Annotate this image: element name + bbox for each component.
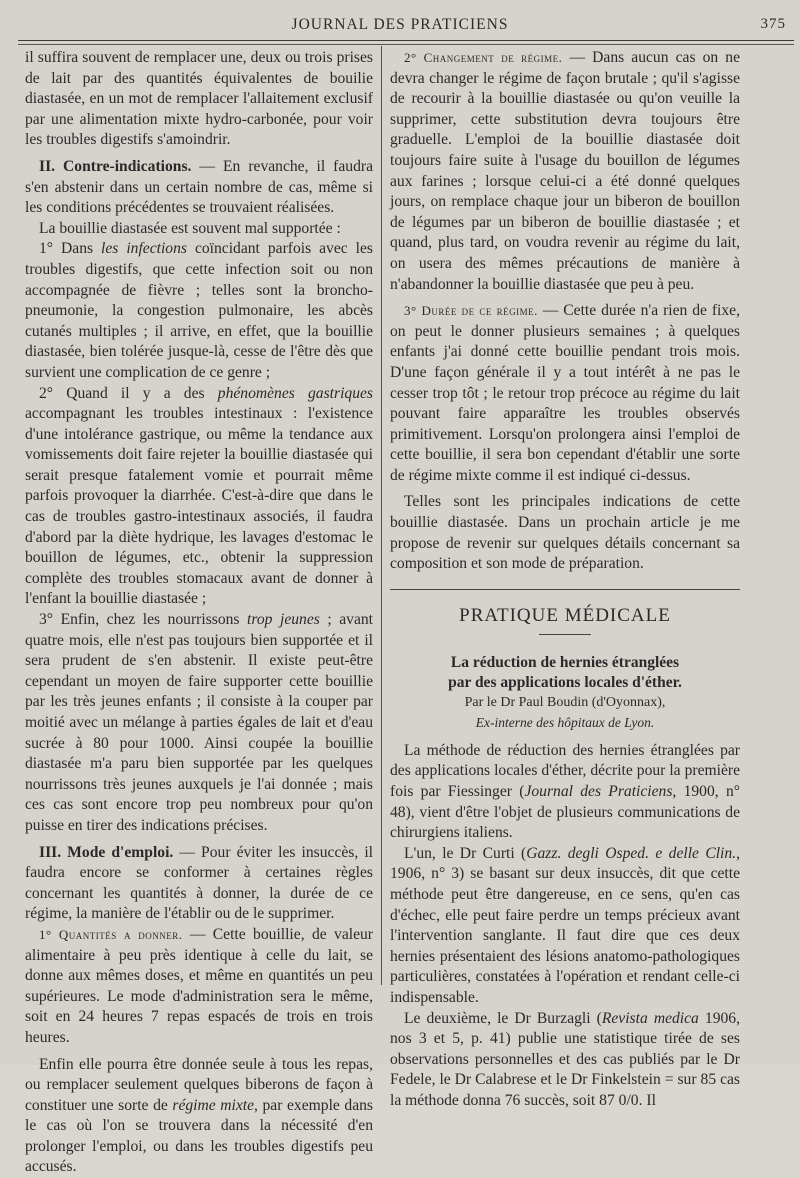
italic-span: les infections bbox=[101, 240, 187, 257]
article-affiliation: Ex-interne des hôpitaux de Lyon. bbox=[390, 713, 740, 733]
text-span: Le deuxième, le Dr Burzagli ( bbox=[404, 1010, 602, 1027]
paragraph bbox=[390, 48, 740, 295]
article-title-line1: La réduction de hernies étranglées bbox=[390, 653, 740, 673]
section-contre-indications bbox=[25, 157, 373, 219]
text-span: — Cette durée n'a rien de fixe, on peut le donner plusieurs semaines ; à quelques enfants j'ai donné cette bouillie pendant trois mois. D'une façon générale il y a tout intérêt à ne pas le cesser trop tôt ; le retour trop précoce au régime du lait pouvant faire apparaître les troubles observés primitivement. Lorsqu'on prolongera ainsi l'emploi de cette bouillie, il sera bon cependant d'établir une sorte de régime mixte comme il est indiqué ci-dessus. bbox=[390, 302, 740, 484]
text-span: 1° Dans bbox=[39, 240, 101, 257]
left-column bbox=[25, 48, 373, 1178]
paragraph bbox=[390, 741, 740, 844]
section-text: — Pour éviter les insuccès, il faudra encore se conformer à certaines règles concernant les quantités à donner, la durée de ce régime, la manière de l'établir ou de le supprimer. bbox=[25, 844, 373, 923]
text-span: 3° Enfin, chez les nourrissons bbox=[39, 611, 247, 628]
italic-span: régime mixte bbox=[172, 1097, 254, 1114]
paragraph: Telles sont les principales indications de cette bouillie diastasée. Dans un prochain article je me propose de revenir sur quelques détails concernant sa composition et son mode de préparation. bbox=[390, 492, 740, 574]
rubric-short-rule bbox=[539, 634, 591, 635]
text-span: La méthode de réduction des hernies étranglées par des applications locales d'éther, décrite pour la première fois par Fiessinger ( bbox=[390, 742, 740, 800]
text-span: Enfin elle pourra être donnée seule à tous les repas, ou remplacer seulement quelques biberons de façon à constituer une sorte de bbox=[25, 1056, 373, 1114]
text-span: accompagnant les troubles intestinaux : l'existence d'une intolérance gastrique, ou même la tendance aux vomissements doit faire rejeter la bouillie diastasée qui serait presque fatalement vomie et pourrait même parfois provoquer la diarrhée. C'est-à-dire que dans le cas de troubles gastro-intestinaux associés, il faudra d'abord par la diète hydrique, les lavages d'estomac le bouillon de légumes, etc., obtenir la suppression complète des troubles stomacaux avant de donner à l'enfant la bouillie diastasée ; bbox=[25, 405, 373, 607]
right-column bbox=[390, 48, 740, 1112]
paragraph bbox=[25, 1055, 373, 1178]
article-byline: Par le Dr Paul Boudin (d'Oyonnax), bbox=[390, 693, 740, 713]
paragraph bbox=[25, 925, 373, 1049]
paragraph bbox=[390, 1009, 740, 1112]
italic-span: Revista medica bbox=[602, 1010, 699, 1027]
page-number: 375 bbox=[761, 16, 787, 33]
italic-span: trop jeunes bbox=[247, 611, 320, 628]
subsection-heading: 2° Changement de régime. bbox=[404, 50, 562, 65]
section-heading: II. Contre-indications. bbox=[39, 158, 191, 175]
paragraph: La bouillie diastasée est souvent mal supportée : bbox=[25, 219, 373, 240]
rubric-title: PRATIQUE MÉDICALE bbox=[390, 604, 740, 628]
paragraph bbox=[390, 301, 740, 486]
rubric-rule bbox=[390, 589, 740, 590]
text-span: 2° Quand il y a des bbox=[39, 385, 218, 402]
paragraph bbox=[390, 844, 740, 1009]
text-span: , 1900, n° 48), vient d'être l'objet de plusieurs communications de chirurgiens italiens. bbox=[390, 783, 740, 841]
section-heading: III. Mode d'emploi. bbox=[39, 844, 173, 861]
italic-span: phénomènes gastriques bbox=[218, 385, 373, 402]
italic-span: Gazz. degli Osped. e delle Clin. bbox=[526, 845, 736, 862]
subsection-heading: 3° Durée de ce régime. bbox=[404, 303, 538, 318]
section-text: — En revanche, il faudra s'en abstenir dans un certain nombre de cas, même si les conditions précédentes se trouvaient réalisées. bbox=[25, 158, 373, 216]
text-span: , par exemple dans le cas où l'on se trouvera dans la nécessité d'en prolonger l'emploi, ou dans les troubles digestifs peu accusés. bbox=[25, 1097, 373, 1176]
paragraph bbox=[25, 384, 373, 611]
journal-title: JOURNAL DES PRATICIENS bbox=[0, 16, 800, 34]
text-span: ; avant quatre mois, elle n'est pas toujours bien supportée et il sera prudent de s'en abstenir. Il existe peut-être cependant un moyen de faire supporter cette bouillie par les très jeunes enfants ; il consiste à la couper par moitié avec un mélange à parties égales de lait et d'eau sucrée à 80 pour 1000. Ainsi coupée la bouillie diastasée m'a paru bien supportée par les quelques nourrissons très jeunes auxquels je l'ai donnée ; mais ces cas sont encore trop peu nombreux pour qu'on puisse en tirer des indications précises. bbox=[25, 611, 373, 834]
header-rule bbox=[18, 40, 794, 41]
text-span: 1906, nos 3 et 5, p. 41) publie une statistique tirée de ses observations personnelles et des cas publiés par le Dr Fedele, le Dr Calabrese et le Dr Finkelstein = sur 85 cas la méthode donna 76 succès, soit 87 0/0. Il bbox=[390, 1010, 740, 1109]
column-divider bbox=[381, 46, 382, 985]
text-span: coïncidant parfois avec les troubles digestifs, que cette infection soit ou non accompagnée de fièvre ; telles sont la broncho-pneumonie, la congestion pulmonaire, les abcès cutanés multiples ; il arrive, en effet, que la bouillie diastasée, bien tolérée jusque-là, cesse de l'être dès que survient une complication de ce genre ; bbox=[25, 240, 373, 381]
text-span: — Dans aucun cas on ne devra changer le régime de façon brutale ; qu'il s'agisse de recourir à la bouillie diastasée ou qu'on veuille la supprimer, cette substitution devra toujours être graduelle. L'emploi de la bouillie diastasée doit toujours faire suite à l'usage du bouillon de légumes aux farines ; lorsque celui-ci a été donné quelques jours, on remplace chaque jour un biberon de bouillon de légumes par un biberon de bouillie diastasée ; et quand, plus tard, on voudra revenir au régime du lait, on usera des mêmes précautions de manière à n'abandonner la bouillie diastasée que peu à peu. bbox=[390, 49, 740, 293]
subsection-heading: 1° Quantités a donner. bbox=[39, 927, 182, 942]
section-mode-emploi bbox=[25, 843, 373, 925]
header-rule-thin bbox=[18, 44, 794, 45]
running-header bbox=[0, 12, 800, 36]
paragraph: il suffira souvent de remplacer une, deux ou trois prises de lait par des quantités équivalentes de bouilie diastasée, en un mot de remplacer l'allaitement exclusif par une alimentation mixte hydro-carbonée, pour voir les troubles digestifs s'amoindrir. bbox=[25, 48, 373, 151]
article-title-line2: par des applications locales d'éther. bbox=[390, 673, 740, 693]
italic-span: Journal des Praticiens bbox=[524, 783, 672, 800]
text-span: — Cette bouillie, de valeur alimentaire à peu près identique à celle du lait, se donne aux mêmes doses, et même en quantités un peu supérieures. Le mode d'administration sera le même, soit en 24 heures 7 repas espacés de trois en trois heures. bbox=[25, 926, 373, 1046]
paragraph bbox=[25, 610, 373, 837]
paragraph bbox=[25, 239, 373, 383]
text-span: L'un, le Dr Curti ( bbox=[404, 845, 526, 862]
text-span: , 1906, n° 3) se basant sur deux insuccès, dit que cette méthode peut être dangereuse, en ce sens, qu'en cas d'échec, elle peut faire perdre un temps précieux avant l'intervention sanglante. Il faut dire que ces deux hernies présentaient des lésions anatomo-pathologiques particulières, constatées à l'opération et rendant celle-ci indispensable. bbox=[390, 845, 740, 1006]
